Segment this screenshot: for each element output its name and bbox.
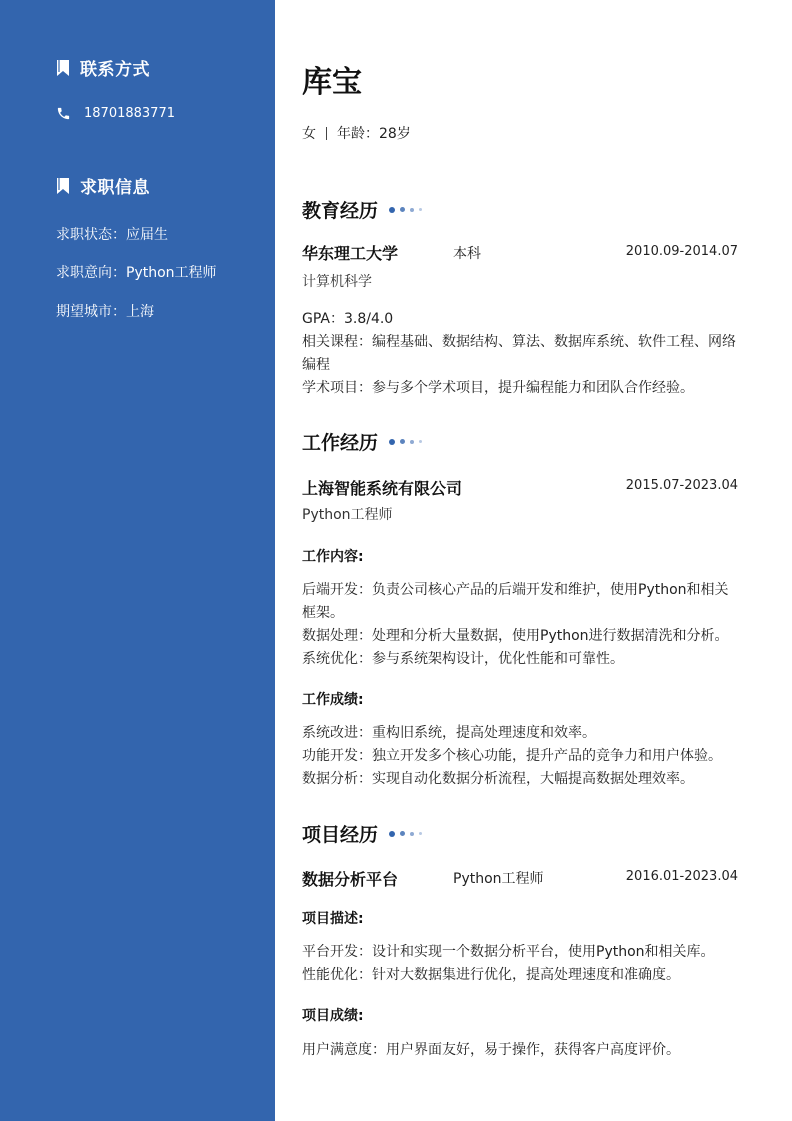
- work-content-list: [302, 579, 738, 671]
- bookmark-icon: [56, 60, 70, 76]
- dots-decoration: [389, 207, 427, 213]
- academic-projects: 学术项目：参与多个学术项目，提升编程能力和团队合作经验。: [302, 380, 694, 396]
- project-role: Python工程师: [453, 871, 544, 887]
- work-date: 2015.07-2023.04: [625, 478, 738, 493]
- job-intention: 求职意向：Python工程师: [56, 265, 217, 281]
- work-content-label: 工作内容:: [302, 549, 364, 565]
- project-desc-item: 性能优化：针对大数据集进行优化，提高处理速度和准确度。: [302, 967, 680, 983]
- gpa: GPA：3.8/4.0: [302, 311, 394, 327]
- work-section-title: [302, 428, 427, 455]
- school-name: 华东理工大学: [302, 244, 399, 263]
- job-info-title-text: 求职信息: [80, 178, 150, 198]
- work-content-item: 数据处理：处理和分析大量数据，使用Python进行数据清洗和分析。: [302, 628, 729, 644]
- dots-decoration: [389, 831, 427, 837]
- work-title-text: 工作经历: [302, 432, 379, 454]
- project-result-item: 用户满意度：用户界面友好，易于操作，获得客户高度评价。: [302, 1042, 680, 1058]
- phone-icon: [56, 106, 71, 121]
- work-content-item: 后端开发：负责公司核心产品的后端开发和维护，使用Python和相关框架。: [302, 582, 729, 621]
- work-achievement-item: 功能开发：独立开发多个核心功能，提升产品的竞争力和用户体验。: [302, 748, 722, 764]
- education-date: 2010.09-2014.07: [625, 244, 738, 259]
- divider: [326, 127, 327, 140]
- education-section-title: [302, 196, 427, 223]
- work-achievements-label: 工作成绩:: [302, 692, 364, 708]
- project-section-title: [302, 820, 427, 847]
- education-title-text: 教育经历: [302, 200, 379, 222]
- company-name: 上海智能系统有限公司: [302, 479, 463, 498]
- job-status: 求职状态：应届生: [56, 227, 168, 243]
- contact-title-text: 联系方式: [80, 60, 150, 80]
- work-achievement-item: 系统改进：重构旧系统，提高处理速度和效率。: [302, 725, 596, 741]
- work-achievement-item: 数据分析：实现自动化数据分析流程，大幅提高数据处理效率。: [302, 771, 694, 787]
- expected-city: 期望城市：上海: [56, 304, 154, 320]
- job-info-section-title: [56, 173, 150, 198]
- project-results-label: 项目成绩:: [302, 1008, 364, 1024]
- phone-number: 18701883771: [84, 106, 175, 121]
- sidebar: [0, 0, 275, 1121]
- project-title-text: 项目经历: [302, 824, 379, 846]
- project-date: 2016.01-2023.04: [625, 869, 738, 884]
- project-desc-list: [302, 941, 738, 987]
- project-results-list: [302, 1039, 738, 1062]
- gender: 女: [302, 126, 316, 142]
- contact-section-title: [56, 55, 150, 80]
- work-achievements-list: [302, 722, 738, 791]
- project-desc-label: 项目描述:: [302, 911, 364, 927]
- phone-row: [56, 106, 175, 121]
- degree: 本科: [453, 246, 481, 262]
- major: 计算机科学: [302, 274, 372, 290]
- work-position: Python工程师: [302, 507, 393, 523]
- dots-decoration: [389, 439, 427, 445]
- candidate-name: 库宝: [302, 65, 362, 100]
- project-desc-item: 平台开发：设计和实现一个数据分析平台，使用Python和相关库。: [302, 944, 715, 960]
- work-content-item: 系统优化：参与系统架构设计，优化性能和可靠性。: [302, 651, 624, 667]
- age: 年龄：28岁: [337, 126, 411, 142]
- courses: 相关课程：编程基础、数据结构、算法、数据库系统、软件工程、网络编程: [302, 334, 736, 373]
- project-name: 数据分析平台: [302, 870, 399, 889]
- education-details: [302, 308, 738, 400]
- bookmark-icon: [56, 178, 70, 194]
- basic-info: [302, 123, 411, 143]
